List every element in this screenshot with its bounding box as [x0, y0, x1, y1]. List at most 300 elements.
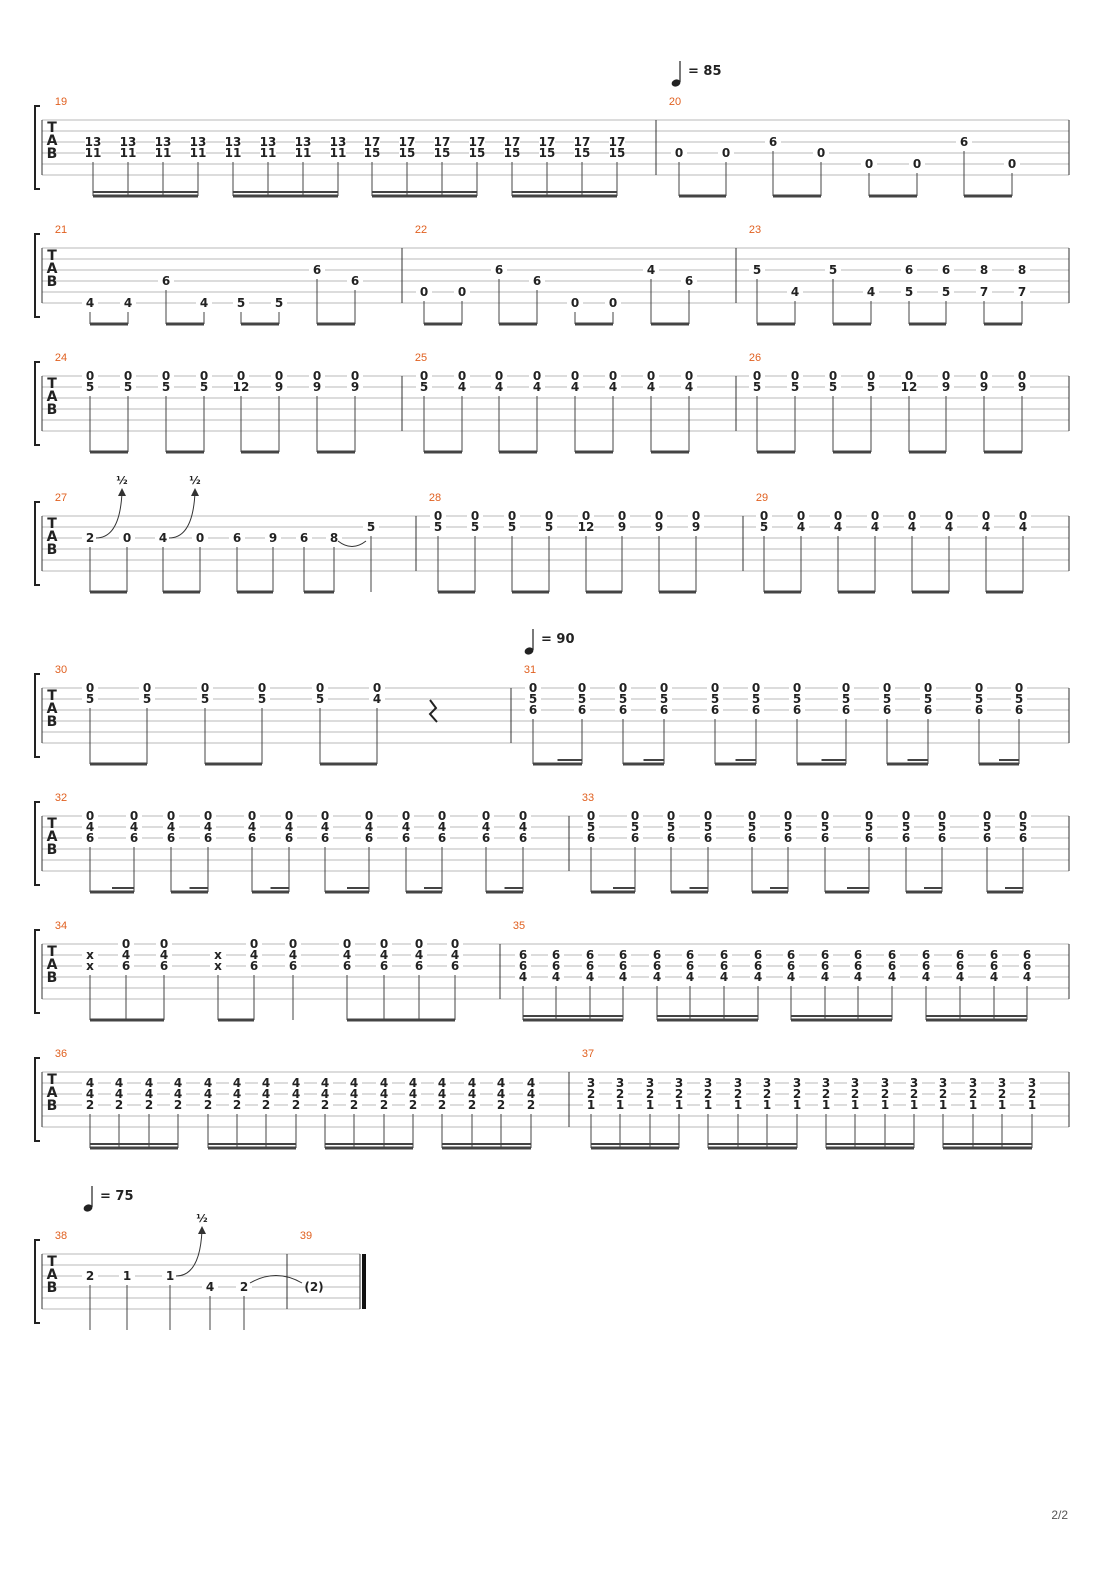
fret-number: 13	[84, 135, 102, 149]
fret-number: 9	[268, 531, 278, 545]
fret-number: 2	[261, 1098, 271, 1112]
fret-number: 6	[684, 274, 694, 288]
fret-number: 0	[979, 369, 989, 383]
fret-number: 4	[349, 1076, 359, 1090]
tab-clef-letter: A	[46, 261, 58, 277]
fret-number: 17	[363, 135, 381, 149]
fret-number: 4	[232, 1076, 242, 1090]
fret-number: 1	[997, 1098, 1007, 1112]
fret-number: 6	[768, 135, 778, 149]
fret-number: 0	[581, 509, 591, 523]
tab-clef-letter: B	[46, 274, 58, 290]
fret-number: 5	[1018, 820, 1028, 834]
bend-arrowhead	[198, 1226, 206, 1234]
fret-number: 0	[457, 285, 467, 299]
fret-number: 0	[820, 809, 830, 823]
fret-number: 3	[909, 1076, 919, 1090]
fret-number: 5	[820, 820, 830, 834]
measure-number: 34	[54, 920, 68, 932]
tab-clef-letter: A	[46, 957, 58, 973]
fret-number: 0	[783, 809, 793, 823]
tab-clef-letter: B	[46, 970, 58, 986]
fret-number: 17	[608, 135, 626, 149]
fret-number: 4	[526, 1087, 536, 1101]
fret-number: 2	[586, 1087, 596, 1101]
fret-number: 1	[615, 1098, 625, 1112]
tab-clef-letter: A	[46, 829, 58, 845]
fret-number: 0	[414, 937, 424, 951]
fret-number: 5	[841, 692, 851, 706]
fret-number: 5	[528, 692, 538, 706]
fret-number: 2	[320, 1098, 330, 1112]
fret-number: 5	[937, 820, 947, 834]
fret-number: 0	[703, 809, 713, 823]
tab-clef-letter: B	[46, 1280, 58, 1296]
fret-number: 6	[659, 703, 669, 717]
fret-number: 4	[408, 1087, 418, 1101]
measure-number: 29	[755, 492, 769, 504]
fret-number: 5	[1014, 692, 1024, 706]
fret-number: 0	[1017, 369, 1027, 383]
fret-number: 13	[329, 135, 347, 149]
tab-clef-letter: B	[46, 542, 58, 558]
fret-number: 2	[674, 1087, 684, 1101]
fret-number: 0	[751, 681, 761, 695]
fret-number: 0	[342, 937, 352, 951]
fret-number: 4	[121, 948, 131, 962]
tab-clef-letter: T	[47, 816, 57, 832]
fret-number: 15	[363, 146, 381, 160]
fret-number: 2	[437, 1098, 447, 1112]
fret-number: 13	[259, 135, 277, 149]
fret-number: 17	[503, 135, 521, 149]
fret-number: 5	[630, 820, 640, 834]
fret-number: 4	[796, 520, 806, 534]
fret-number: 0	[401, 809, 411, 823]
fret-number: 6	[630, 831, 640, 845]
fret-number: 9	[274, 380, 284, 394]
fret-number: 5	[123, 380, 133, 394]
fret-number: x	[86, 948, 94, 962]
fret-number: 12	[900, 380, 918, 394]
bend-amount: ½	[196, 1212, 208, 1225]
fret-number: 6	[299, 531, 309, 545]
fret-number: 6	[882, 703, 892, 717]
fret-number: 5	[747, 820, 757, 834]
fret-number: 1	[165, 1269, 175, 1283]
fret-number: 6	[577, 703, 587, 717]
fret-number: 15	[573, 146, 591, 160]
tab-clef-letter: T	[47, 688, 57, 704]
fret-number: 0	[166, 809, 176, 823]
fret-number: 0	[674, 146, 684, 160]
fret-number: 4	[944, 520, 954, 534]
fret-number: 6	[753, 959, 763, 973]
fret-number: 0	[122, 531, 132, 545]
fret-number: 0	[870, 509, 880, 523]
fret-number: 5	[759, 520, 769, 534]
fret-number: 5	[710, 692, 720, 706]
fret-number: 3	[703, 1076, 713, 1090]
fret-number: 6	[129, 831, 139, 845]
fret-number: 6	[161, 274, 171, 288]
measure-number: 22	[414, 224, 428, 236]
fret-number: 6	[551, 948, 561, 962]
fret-number: 4	[159, 948, 169, 962]
fret-number: 6	[685, 948, 695, 962]
fret-number: 4	[570, 380, 580, 394]
fret-number: 0	[721, 146, 731, 160]
fret-number: 1	[674, 1098, 684, 1112]
fret-number: 4	[981, 520, 991, 534]
fret-number: 4	[437, 1076, 447, 1090]
fret-number: 1	[880, 1098, 890, 1112]
fret-number: 6	[85, 831, 95, 845]
measure-number: 35	[512, 920, 526, 932]
tab-clef-letter: T	[47, 376, 57, 392]
fret-number: 6	[618, 703, 628, 717]
fret-number: 6	[247, 831, 257, 845]
fret-number: 4	[408, 1076, 418, 1090]
fret-number: 6	[494, 263, 504, 277]
measure-number: 39	[299, 1230, 313, 1242]
fret-number: 0	[121, 937, 131, 951]
fret-number: 2	[850, 1087, 860, 1101]
fret-number: 0	[518, 809, 528, 823]
fret-number: 5	[790, 380, 800, 394]
fret-number: 0	[904, 369, 914, 383]
measure-number: 21	[54, 224, 68, 236]
tab-clef-letter: B	[46, 714, 58, 730]
fret-number: 2	[232, 1098, 242, 1112]
tab-clef-letter: A	[46, 1267, 58, 1283]
fret-number: 6	[232, 531, 242, 545]
fret-number: 0	[974, 681, 984, 695]
fret-number: 0	[372, 681, 382, 695]
fret-number: 2	[997, 1087, 1007, 1101]
fret-number: 4	[646, 263, 656, 277]
measure-number: 32	[54, 792, 68, 804]
fret-number: 6	[618, 959, 628, 973]
measure-number: 38	[54, 1230, 68, 1242]
measure-number: 30	[54, 664, 68, 676]
fret-number: 0	[379, 937, 389, 951]
fret-number: 6	[586, 831, 596, 845]
fret-number: 4	[166, 820, 176, 834]
fret-number: 4	[129, 820, 139, 834]
tab-clef-letter: B	[46, 402, 58, 418]
fret-number: 0	[833, 509, 843, 523]
tab-clef-letter: A	[46, 1085, 58, 1101]
fret-number: 4	[457, 380, 467, 394]
fret-number: 0	[274, 369, 284, 383]
fret-number: 4	[85, 1076, 95, 1090]
fret-number: 6	[1022, 948, 1032, 962]
fret-number: 4	[114, 1076, 124, 1090]
fret-number: 4	[199, 296, 209, 310]
fret-number: 3	[880, 1076, 890, 1090]
fret-number: 11	[84, 146, 102, 160]
fret-number: 0	[433, 509, 443, 523]
fret-number: 1	[938, 1098, 948, 1112]
fret-number: 4	[820, 970, 830, 984]
fret-number: 2	[85, 531, 95, 545]
fret-number: 4	[481, 820, 491, 834]
fret-number: 4	[205, 1280, 215, 1294]
fret-number: 6	[518, 831, 528, 845]
fret-number: x	[214, 959, 222, 973]
fret-number: 2	[645, 1087, 655, 1101]
fret-number: 4	[518, 970, 528, 984]
fret-number: 6	[853, 959, 863, 973]
fret-number: 4	[1018, 520, 1028, 534]
fret-number: 9	[312, 380, 322, 394]
fret-number: 13	[189, 135, 207, 149]
fret-number: 0	[752, 369, 762, 383]
fret-number: 0	[532, 369, 542, 383]
measure-number: 33	[581, 792, 595, 804]
system-bracket	[35, 106, 40, 189]
fret-number: 17	[468, 135, 486, 149]
fret-number: 5	[544, 520, 554, 534]
tab-clef-letter: T	[47, 944, 57, 960]
fret-number: 6	[923, 703, 933, 717]
fret-number: 4	[652, 970, 662, 984]
fret-number: 0	[841, 681, 851, 695]
fret-number: 11	[154, 146, 172, 160]
fret-number: 5	[982, 820, 992, 834]
fret-number: 0	[85, 369, 95, 383]
fret-number: 0	[866, 369, 876, 383]
tab-clef-letter: B	[46, 146, 58, 162]
tab-clef-letter: A	[46, 389, 58, 405]
fret-number: 4	[379, 1087, 389, 1101]
fret-number: 4	[955, 970, 965, 984]
fret-number: 13	[119, 135, 137, 149]
fret-number: 0	[912, 157, 922, 171]
fret-number: 4	[85, 296, 95, 310]
fret-number: 3	[997, 1076, 1007, 1090]
fret-number: 11	[224, 146, 242, 160]
fret-number: 0	[981, 509, 991, 523]
fret-number: 5	[864, 820, 874, 834]
fret-number: 2	[615, 1087, 625, 1101]
fret-number: 6	[941, 263, 951, 277]
fret-number: 6	[284, 831, 294, 845]
final-bar-line	[362, 1254, 366, 1309]
fret-number: 4	[853, 970, 863, 984]
fret-number: 6	[937, 831, 947, 845]
measure-number: 20	[668, 96, 682, 108]
system-bracket	[35, 1240, 40, 1323]
fret-number: 4	[437, 820, 447, 834]
fret-number: 5	[142, 692, 152, 706]
fret-number: 4	[203, 1076, 213, 1090]
fret-number: 6	[921, 948, 931, 962]
fret-number: 4	[907, 520, 917, 534]
fret-number: 3	[615, 1076, 625, 1090]
system-bracket	[35, 802, 40, 885]
fret-number: 4	[786, 970, 796, 984]
fret-number: 6	[652, 948, 662, 962]
fret-number: 0	[419, 369, 429, 383]
fret-number: 17	[538, 135, 556, 149]
fret-number: 0	[982, 809, 992, 823]
tab-clef-letter: A	[46, 133, 58, 149]
fret-number: 6	[719, 959, 729, 973]
fret-number: 0	[85, 809, 95, 823]
fret-number: 8	[979, 263, 989, 277]
fret-number: 0	[288, 937, 298, 951]
fret-number: 6	[585, 948, 595, 962]
fret-number: 11	[294, 146, 312, 160]
fret-number: 1	[586, 1098, 596, 1112]
fret-number: 2	[85, 1098, 95, 1112]
fret-number: 4	[753, 970, 763, 984]
fret-number: 5	[577, 692, 587, 706]
fret-number: 6	[518, 959, 528, 973]
fret-number: 0	[570, 369, 580, 383]
fret-number: 1	[909, 1098, 919, 1112]
fret-number: 2	[173, 1098, 183, 1112]
fret-number: 0	[666, 809, 676, 823]
fret-number: 6	[1014, 703, 1024, 717]
fret-number: 4	[158, 531, 168, 545]
fret-number: 5	[904, 285, 914, 299]
fret-number: 15	[433, 146, 451, 160]
fret-number: 6	[820, 959, 830, 973]
fret-number: 0	[236, 369, 246, 383]
fret-number: 4	[379, 948, 389, 962]
fret-number: 4	[261, 1076, 271, 1090]
bend-arrow	[169, 492, 195, 538]
fret-number: 5	[433, 520, 443, 534]
fret-number: 6	[414, 959, 424, 973]
fret-number: 2	[792, 1087, 802, 1101]
fret-number: 6	[166, 831, 176, 845]
fret-number: 3	[586, 1076, 596, 1090]
fret-number: x	[86, 959, 94, 973]
fret-number: 0	[195, 531, 205, 545]
fret-number: 4	[684, 380, 694, 394]
fret-number: 0	[249, 937, 259, 951]
system-bracket	[35, 930, 40, 1013]
fret-number: 4	[261, 1087, 271, 1101]
fret-number: 11	[259, 146, 277, 160]
fret-number: 0	[419, 285, 429, 299]
fret-number: 6	[989, 948, 999, 962]
measure-number: 37	[581, 1048, 595, 1060]
fret-number: 4	[203, 1087, 213, 1101]
fret-number: 4	[203, 820, 213, 834]
fret-number: 6	[887, 948, 897, 962]
fret-number: 4	[85, 1087, 95, 1101]
fret-number: 15	[398, 146, 416, 160]
fret-number: 0	[257, 681, 267, 695]
fret-number: 15	[538, 146, 556, 160]
measure-number: 36	[54, 1048, 68, 1060]
fret-number: 0	[481, 809, 491, 823]
fret-number: 6	[864, 831, 874, 845]
fret-number: 2	[467, 1098, 477, 1112]
fret-number: 0	[828, 369, 838, 383]
fret-number: 2	[379, 1098, 389, 1112]
fret-number: 6	[450, 959, 460, 973]
fret-number: 6	[841, 703, 851, 717]
fret-number: 2	[1027, 1087, 1037, 1101]
fret-number: 6	[753, 948, 763, 962]
fret-number: 9	[941, 380, 951, 394]
tab-clef-letter: A	[46, 529, 58, 545]
fret-number: 7	[1017, 285, 1027, 299]
measure-number: 23	[748, 224, 762, 236]
fret-number: 4	[232, 1087, 242, 1101]
fret-number: 6	[747, 831, 757, 845]
page-number: 2/2	[1051, 1508, 1068, 1522]
tab-clef-letter: T	[47, 1254, 57, 1270]
fret-number: 5	[666, 820, 676, 834]
fret-number: 0	[450, 937, 460, 951]
fret-number: 0	[199, 369, 209, 383]
bend-arrow	[96, 492, 122, 538]
fret-number: 9	[691, 520, 701, 534]
fret-number: 11	[329, 146, 347, 160]
fret-number: 1	[850, 1098, 860, 1112]
fret-number: 5	[792, 692, 802, 706]
fret-number: 6	[783, 831, 793, 845]
fret-number: 6	[955, 948, 965, 962]
fret-number: 2	[85, 1269, 95, 1283]
fret-number: 4	[85, 820, 95, 834]
fret-number: 4	[618, 970, 628, 984]
fret-number: 5	[752, 263, 762, 277]
fret-number: 5	[974, 692, 984, 706]
fret-number: 0	[608, 296, 618, 310]
fret-number: 6	[786, 948, 796, 962]
fret-number: 3	[938, 1076, 948, 1090]
fret-number: 6	[551, 959, 561, 973]
fret-number: 0	[646, 369, 656, 383]
fret-number: 6	[901, 831, 911, 845]
fret-number: 5	[828, 263, 838, 277]
system-bracket	[35, 502, 40, 585]
fret-number: 4	[173, 1087, 183, 1101]
fret-number: 2	[821, 1087, 831, 1101]
fret-number: 6	[989, 959, 999, 973]
fret-number: 3	[968, 1076, 978, 1090]
fret-number: 3	[645, 1076, 655, 1090]
fret-number: 4	[288, 948, 298, 962]
fret-number: 5	[274, 296, 284, 310]
fret-number: 9	[654, 520, 664, 534]
tab-clef-letter: B	[46, 842, 58, 858]
tab-clef-letter: A	[46, 701, 58, 717]
fret-number: 13	[294, 135, 312, 149]
fret-number: 0	[85, 681, 95, 695]
fret-number: 4	[414, 948, 424, 962]
fret-number: 12	[232, 380, 250, 394]
fret-number: 5	[419, 380, 429, 394]
fret-number: 5	[941, 285, 951, 299]
fret-number: 15	[608, 146, 626, 160]
fret-number: 5	[236, 296, 246, 310]
fret-number: 4	[364, 820, 374, 834]
fret-number: 9	[979, 380, 989, 394]
fret-number: 17	[573, 135, 591, 149]
fret-number: 4	[989, 970, 999, 984]
fret-number: 6	[955, 959, 965, 973]
fret-number: 0	[315, 681, 325, 695]
